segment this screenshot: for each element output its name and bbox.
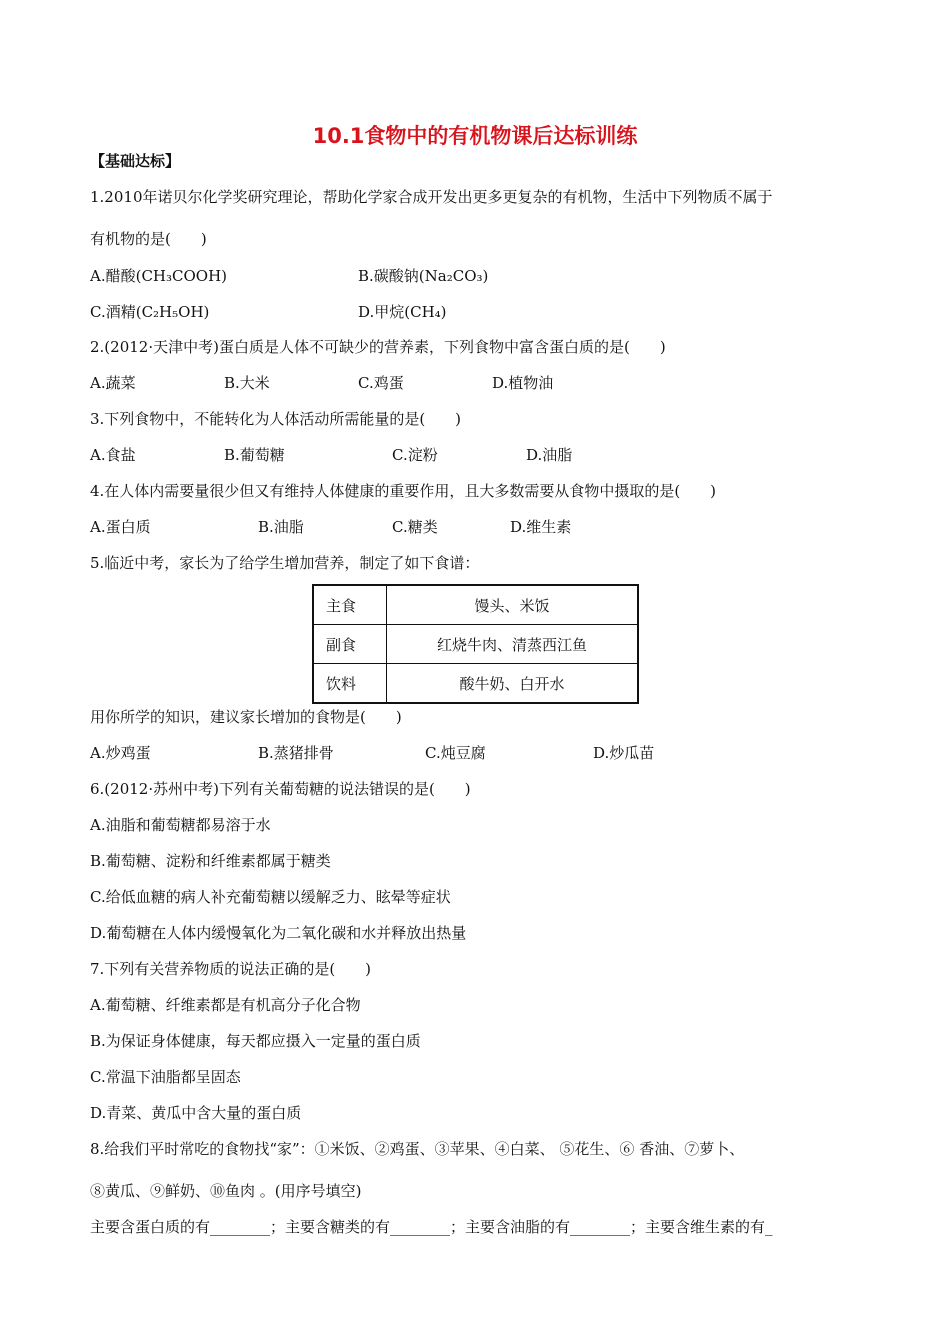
- q8-stem-line2: ⑧黄瓜、⑨鲜奶、⑩鱼肉 。(用序号填空): [90, 1182, 362, 1200]
- q1-option-d: D.甲烷(CH₄): [358, 303, 447, 321]
- table-cell-category: 饮料: [313, 664, 387, 704]
- q5-option-d: D.炒瓜苗: [593, 744, 655, 762]
- q6-option-b: B.葡萄糖、淀粉和纤维素都属于糖类: [90, 852, 331, 870]
- q2-stem: 2.(2012·天津中考)蛋白质是人体不可缺少的营养素，下列食物中富含蛋白质的是( ): [90, 338, 666, 356]
- q4-option-a: A.蛋白质: [90, 518, 151, 536]
- q6-stem: 6.(2012·苏州中考)下列有关葡萄糖的说法错误的是( ): [90, 780, 471, 798]
- q4-option-d: D.维生素: [510, 518, 572, 536]
- q8-fill-blanks: 主要含蛋白质的有________；主要含糖类的有________；主要含油脂的有________；主要含维生素的有_: [90, 1218, 773, 1236]
- table-cell-category: 主食: [313, 585, 387, 625]
- section-heading: 【基础达标】: [90, 152, 181, 170]
- table-row: [313, 585, 638, 625]
- q1-option-c: C.酒精(C₂H₅OH): [90, 303, 210, 321]
- q8-stem-line1: 8.给我们平时常吃的食物找“家”：①米饭、②鸡蛋、③苹果、④白菜、 ⑤花生、⑥ 香油、⑦萝卜、: [90, 1140, 745, 1158]
- q2-option-d: D.植物油: [492, 374, 554, 392]
- q1-stem-line2: 有机物的是( ): [90, 230, 207, 248]
- table-cell-category: 副食: [313, 625, 387, 664]
- meal-plan-table: [312, 584, 639, 704]
- table-cell-foods: 红烧牛肉、清蒸西江鱼: [387, 625, 639, 664]
- q7-stem: 7.下列有关营养物质的说法正确的是( ): [90, 960, 372, 978]
- q7-option-c: C.常温下油脂都呈固态: [90, 1068, 241, 1086]
- q7-option-b: B.为保证身体健康，每天都应摄入一定量的蛋白质: [90, 1032, 421, 1050]
- q5-option-a: A.炒鸡蛋: [90, 744, 151, 762]
- q6-option-c: C.给低血糖的病人补充葡萄糖以缓解乏力、眩晕等症状: [90, 888, 451, 906]
- q7-option-d: D.青菜、黄瓜中含大量的蛋白质: [90, 1104, 302, 1122]
- q4-stem: 4.在人体内需要量很少但又有维持人体健康的重要作用，且大多数需要从食物中摄取的是( ): [90, 482, 717, 500]
- q3-option-b: B.葡萄糖: [224, 446, 285, 464]
- q3-option-a: A.食盐: [90, 446, 136, 464]
- q3-option-c: C.淀粉: [392, 446, 438, 464]
- table-row: [313, 664, 638, 704]
- q6-option-a: A.油脂和葡萄糖都易溶于水: [90, 816, 271, 834]
- q7-option-a: A.葡萄糖、纤维素都是有机高分子化合物: [90, 996, 361, 1014]
- q5-question: 用你所学的知识，建议家长增加的食物是( ): [90, 708, 402, 726]
- page-title: 10.1食物中的有机物课后达标训练: [312, 124, 638, 148]
- table-row: [313, 625, 638, 664]
- q3-stem: 3.下列食物中，不能转化为人体活动所需能量的是( ): [90, 410, 462, 428]
- q4-option-b: B.油脂: [258, 518, 304, 536]
- q1-option-b: B.碳酸钠(Na₂CO₃): [358, 267, 489, 285]
- table-cell-foods: 酸牛奶、白开水: [387, 664, 639, 704]
- q1-option-a: A.醋酸(CH₃COOH): [90, 267, 228, 285]
- q2-option-a: A.蔬菜: [90, 374, 136, 392]
- q5-option-b: B.蒸猪排骨: [258, 744, 334, 762]
- table-cell-foods: 馒头、米饭: [387, 585, 639, 625]
- q5-stem: 5.临近中考，家长为了给学生增加营养，制定了如下食谱：: [90, 554, 480, 572]
- q4-option-c: C.糖类: [392, 518, 438, 536]
- q1-stem-line1: 1.2010年诺贝尔化学奖研究理论，帮助化学家合成开发出更多更复杂的有机物，生活中下列物质不属于: [90, 188, 773, 206]
- q5-option-c: C.炖豆腐: [425, 744, 486, 762]
- q2-option-b: B.大米: [224, 374, 270, 392]
- q6-option-d: D.葡萄糖在人体内缓慢氧化为二氧化碳和水并释放出热量: [90, 924, 467, 942]
- q3-option-d: D.油脂: [526, 446, 573, 464]
- q2-option-c: C.鸡蛋: [358, 374, 404, 392]
